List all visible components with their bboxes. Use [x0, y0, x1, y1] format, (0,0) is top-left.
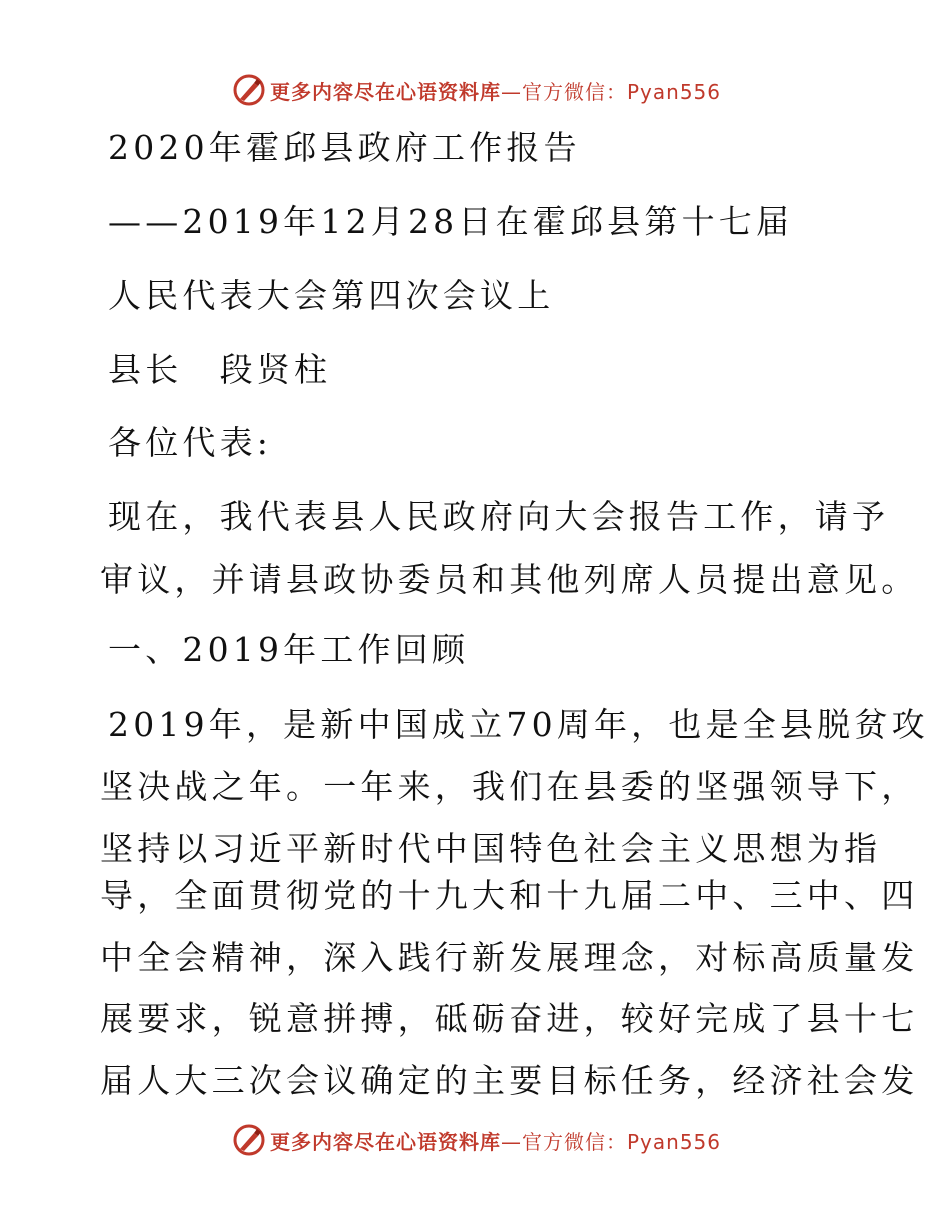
- section-heading: 一、2019年工作回顾: [108, 630, 470, 669]
- document-subtitle-line-1: ——2019年12月28日在霍邱县第十七届: [108, 202, 794, 241]
- pen-logo-icon: [232, 1123, 266, 1157]
- document-title: 2020年霍邱县政府工作报告: [108, 128, 581, 167]
- salutation: 各位代表:: [108, 423, 273, 462]
- body-line: 展要求，锐意拼搏，砥砺奋进，较好完成了县十七: [100, 999, 919, 1038]
- body-line: 坚决战之年。一年来，我们在县委的坚强领导下，: [100, 767, 919, 806]
- watermark-text: 更多内容尽在心语资料库—官方微信：Pyan556: [270, 1129, 722, 1154]
- document-subtitle-line-2: 人民代表大会第四次会议上: [108, 276, 555, 315]
- intro-paragraph-line-2: 审议，并请县政协委员和其他列席人员提出意见。: [100, 560, 919, 599]
- body-line: 导，全面贯彻党的十九大和十九届二中、三中、四: [100, 876, 919, 915]
- intro-paragraph-line-1: 现在，我代表县人民政府向大会报告工作，请予: [108, 497, 890, 536]
- body-line: 2019年，是新中国成立70周年，也是全县脱贫攻: [108, 705, 929, 744]
- speaker-line: 县长 段贤柱: [108, 350, 332, 389]
- body-line: 中全会精神，深入践行新发展理念，对标高质量发: [100, 938, 919, 977]
- body-line: 届人大三次会议确定的主要目标任务，经济社会发: [100, 1061, 919, 1100]
- body-line: 坚持以习近平新时代中国特色社会主义思想为指: [100, 829, 882, 868]
- pen-logo-icon: [232, 73, 266, 107]
- watermark-footer: [232, 1120, 721, 1160]
- watermark-header: [232, 70, 721, 110]
- watermark-text: 更多内容尽在心语资料库—官方微信：Pyan556: [270, 79, 722, 104]
